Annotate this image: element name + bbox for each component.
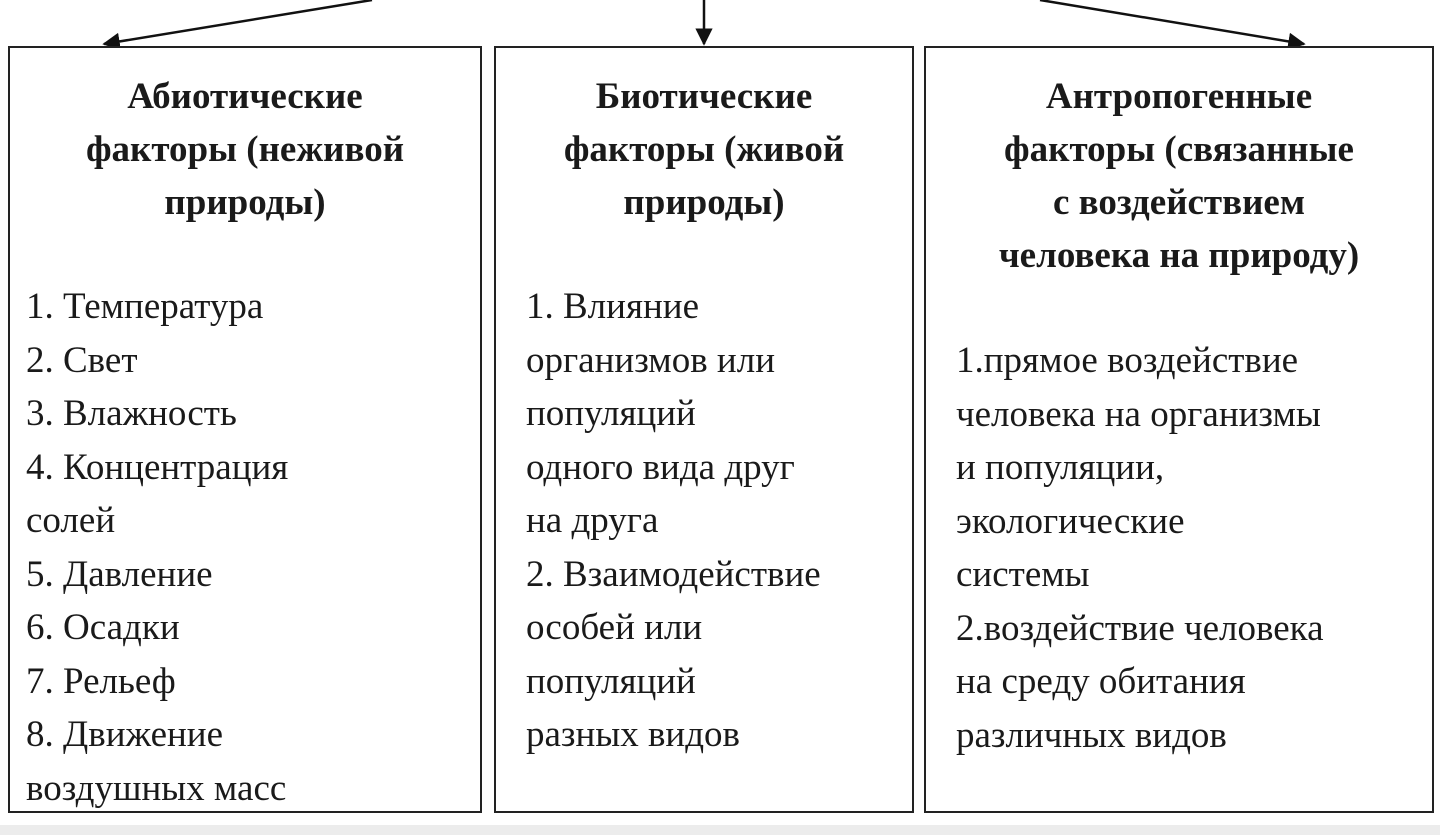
list-item: 1. Влияние организмов или популяций одного вида друг на друга [526, 286, 795, 541]
abiotic-factors-title: Абиотические факторы (неживой природы) [85, 76, 405, 223]
biotic-factors-list [526, 280, 908, 762]
anthropogenic-factors-title: Антропогенные факторы (связанные с воздействием человека на природу) [998, 76, 1360, 276]
arrow-to-anthropogenic [1040, 0, 1304, 44]
list-item: 1. Температура [26, 286, 264, 327]
arrow-to-abiotic [104, 0, 372, 44]
biotic-factors-title: Биотические факторы (живой природы) [563, 76, 845, 223]
list-item: 2. Взаимодействие особей или популяций разных видов [526, 553, 821, 755]
abiotic-factors-list [26, 280, 476, 815]
abiotic-factors-box [8, 46, 482, 813]
list-item: 7. Рельеф [26, 660, 176, 702]
list-item: 6. Осадки [26, 607, 180, 648]
bottom-strip [0, 825, 1440, 835]
list-item: 4. Концентрация солей [26, 446, 289, 541]
list-item: 5. Давление [26, 553, 213, 595]
list-item: 2.воздействие человека на среду обитания различных видов [956, 607, 1324, 756]
list-item: 1.прямое воздействие человека на организмы и популяции, экологические системы [956, 340, 1321, 595]
biotic-factors-box [494, 46, 914, 813]
anthropogenic-factors-box [924, 46, 1434, 813]
anthropogenic-factors-list [956, 334, 1428, 762]
list-item: 3. Влажность [26, 393, 237, 434]
list-item: 8. Движение воздушных масс [26, 714, 287, 809]
list-item: 2. Свет [26, 339, 138, 381]
